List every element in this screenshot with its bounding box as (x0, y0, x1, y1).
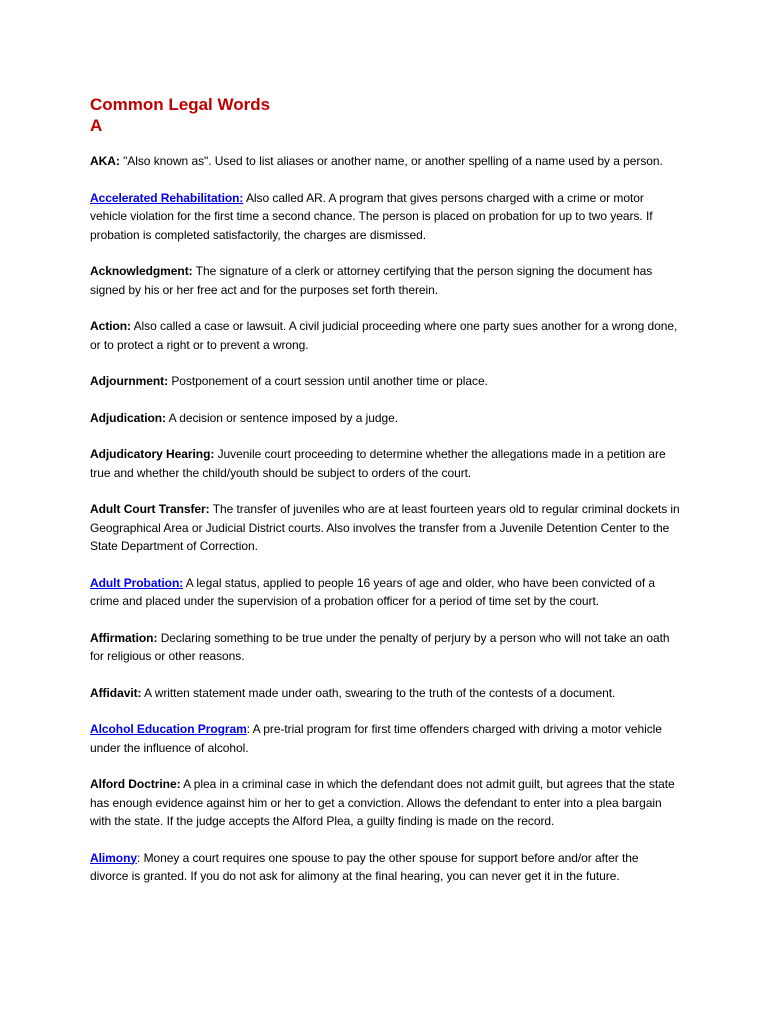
term-label: Alford Doctrine: (90, 777, 181, 791)
entry-alcohol-education-program (90, 720, 680, 757)
entry-alford-doctrine (90, 775, 680, 831)
entry-adjudication (90, 409, 680, 428)
entry-accelerated-rehabilitation (90, 189, 680, 245)
term-definition: Also called AR. A program that gives persons charged with a crime or motor vehicle violation for the first time a second chance. The person is placed on probation for up to two years. If probation is completed satisfactorily, the charges are dismissed. (90, 190, 653, 242)
term-definition: : Money a court requires one spouse to pay the other spouse for support before and/or after the divorce is granted. If you do not ask for alimony at the final hearing, you can never get it in the future. (90, 850, 639, 883)
section-letter: A (90, 116, 103, 135)
term-definition: "Also known as". Used to list aliases or another name, or another spelling of a name used by a person. (119, 154, 663, 168)
term-label: Adjournment: (90, 374, 169, 388)
term-definition: Also called a case or lawsuit. A civil judicial proceeding where one party sues another for a wrong done, or to protect a right or to prevent a wrong. (90, 319, 678, 352)
term-label: Adjudicatory Hearing: (90, 447, 215, 461)
term-link-alimony[interactable]: Alimony (90, 850, 137, 865)
term-link-accelerated-rehabilitation[interactable]: Accelerated Rehabilitation: (90, 190, 244, 205)
term-definition: Declaring something to be true under the penalty of perjury by a person who will not take an oath for religious or other reasons. (90, 630, 670, 663)
term-definition: : A pre-trial program for first time offenders charged with driving a motor vehicle under the influence of alcohol. (90, 722, 662, 755)
term-definition: The transfer of juveniles who are at least fourteen years old to regular criminal dockets in Geographical Area or Judicial District courts. Also involves the transfer from a Juvenile Detention Center to the State Department of Correction. (90, 502, 680, 553)
entry-aka (90, 152, 680, 171)
entry-affirmation (90, 629, 680, 666)
entry-adjudicatory-hearing (90, 445, 680, 482)
entry-affidavit (90, 684, 680, 703)
term-label: Adjudication: (90, 410, 167, 425)
term-label: Affirmation: (90, 630, 158, 645)
term-definition: The signature of a clerk or attorney certifying that the person signing the document has signed by his or her free act and for the purposes set forth therein. (90, 264, 653, 297)
term-definition: Postponement of a court session until another time or place. (168, 374, 488, 388)
document-title: Common Legal Words (90, 95, 271, 114)
term-link-alcohol-education-program[interactable]: Alcohol Education Program (90, 722, 247, 736)
term-label: Affidavit: (90, 685, 142, 700)
entry-adult-probation (90, 574, 680, 611)
entry-acknowledgment (90, 262, 680, 299)
entry-adjournment (90, 372, 680, 391)
entry-action (90, 317, 680, 354)
term-definition: A decision or sentence imposed by a judge. (166, 410, 399, 425)
term-label: AKA: (90, 154, 120, 168)
term-definition: A plea in a criminal case in which the defendant does not admit guilt, but agrees that the state has enough evidence against him or her to get a conviction. Allows the defendant to enter into a plea bargain with the state. If the judge accepts the Alford Plea, a guilty finding is made on the record. (90, 777, 675, 828)
term-label: Adult Court Transfer: (90, 502, 210, 516)
term-label: Action: (90, 319, 131, 333)
term-definition: Juvenile court proceeding to determine whether the allegations made in a petition are true and whether the child/youth should be subject to orders of the court. (90, 447, 666, 480)
entry-alimony (90, 849, 680, 886)
term-definition: A legal status, applied to people 16 years of age and older, who have been convicted of a crime and placed under the supervision of a probation officer for a period of time set by the court. (90, 575, 656, 608)
term-definition: A written statement made under oath, swearing to the truth of the contests of a document. (141, 685, 616, 700)
term-label: Acknowledgment: (90, 264, 193, 278)
document-page (90, 94, 680, 904)
term-link-adult-probation[interactable]: Adult Probation: (90, 575, 184, 590)
entry-adult-court-transfer (90, 500, 680, 556)
